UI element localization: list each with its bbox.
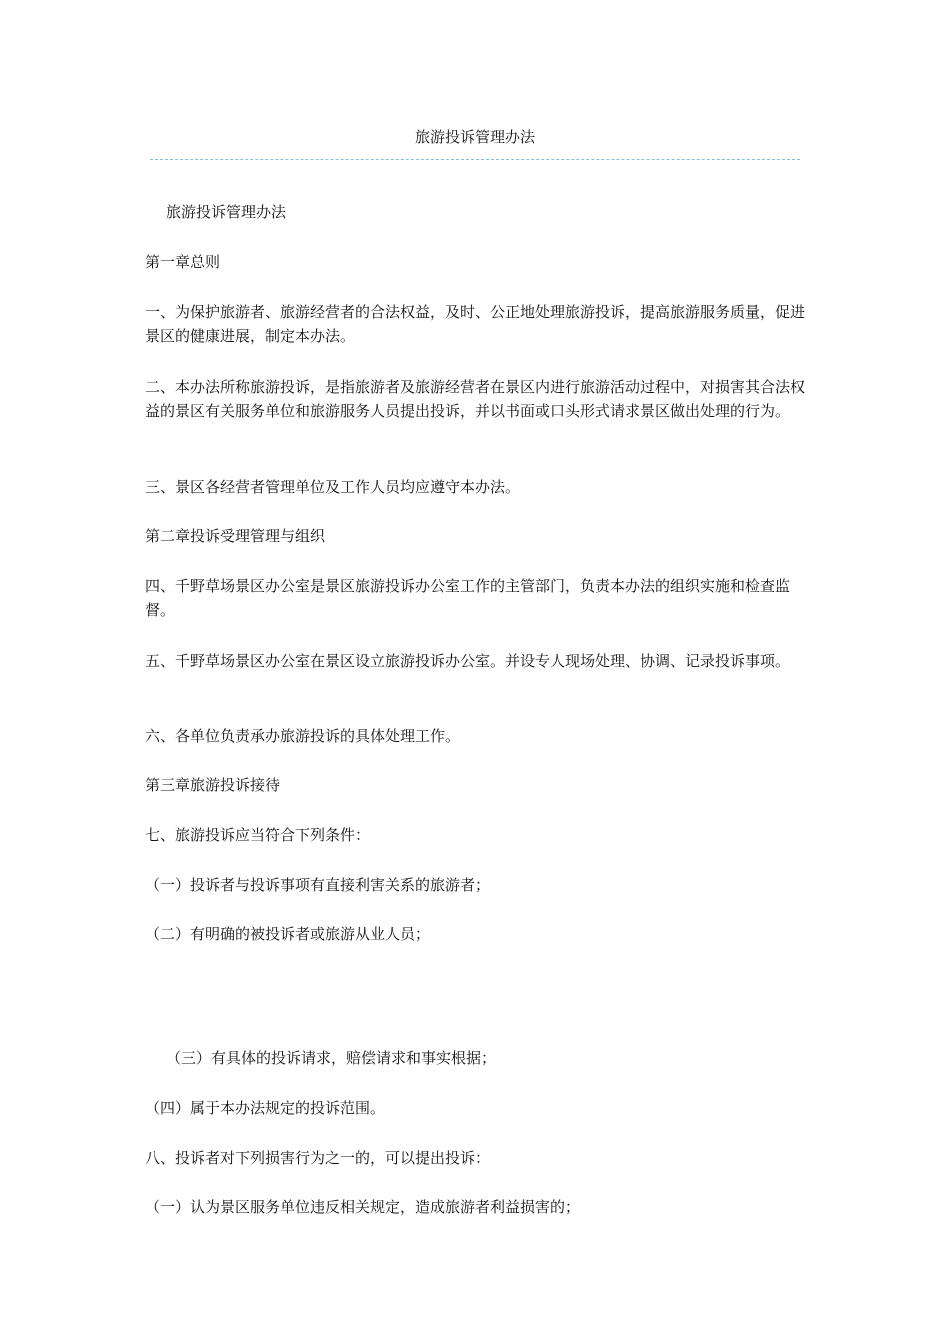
sub-item-7-4: （四）属于本办法规定的投诉范围。 [145,1099,386,1117]
chapter-heading-2: 第二章投诉受理管理与组织 [145,527,326,545]
sub-item-7-1: （一）投诉者与投诉事项有直接利害关系的旅游者； [145,876,491,894]
paragraph-item-4: 四、千野草场景区办公室是景区旅游投诉办公室工作的主管部门，负责本办法的组织实施和检查监督。 [145,577,791,619]
paragraph-item-2: 二、本办法所称旅游投诉，是指旅游者及旅游经营者在景区内进行旅游活动过程中，对损害其合法权益的景区有关服务单位和旅游服务人员提出投诉，并以书面或口头形式请求景区做出处理的行为。 [145,378,806,420]
sub-item-7-3: （三）有具体的投诉请求，赔偿请求和事实根据； [166,1049,497,1067]
page-header-title: 旅游投诉管理办法 [414,128,535,146]
header-divider [150,159,800,160]
sub-item-8-1: （一）认为景区服务单位违反相关规定，造成旅游者利益损害的； [145,1198,581,1216]
sub-item-7-2: （二）有明确的被投诉者或旅游从业人员； [145,925,431,943]
paragraph-item-1: 一、为保护旅游者、旅游经营者的合法权益，及时、公正地处理旅游投诉，提高旅游服务质量，促进景区的健康进展，制定本办法。 [145,303,806,345]
chapter-heading-3: 第三章旅游投诉接待 [145,776,281,794]
paragraph-item-5: 五、千野草场景区办公室在景区设立旅游投诉办公室。并设专人现场处理、协调、记录投诉事项。 [145,652,791,670]
paragraph-item-3: 三、景区各经营者管理单位及工作人员均应遵守本办法。 [145,478,521,496]
paragraph-item-8: 八、投诉者对下列损害行为之一的，可以提出投诉： [145,1149,491,1167]
paragraph-item-7: 七、旅游投诉应当符合下列条件： [145,826,371,844]
chapter-heading-1: 第一章总则 [145,253,221,271]
paragraph-item-6: 六、各单位负责承办旅游投诉的具体处理工作。 [145,727,461,745]
document-title: 旅游投诉管理办法 [166,203,287,221]
